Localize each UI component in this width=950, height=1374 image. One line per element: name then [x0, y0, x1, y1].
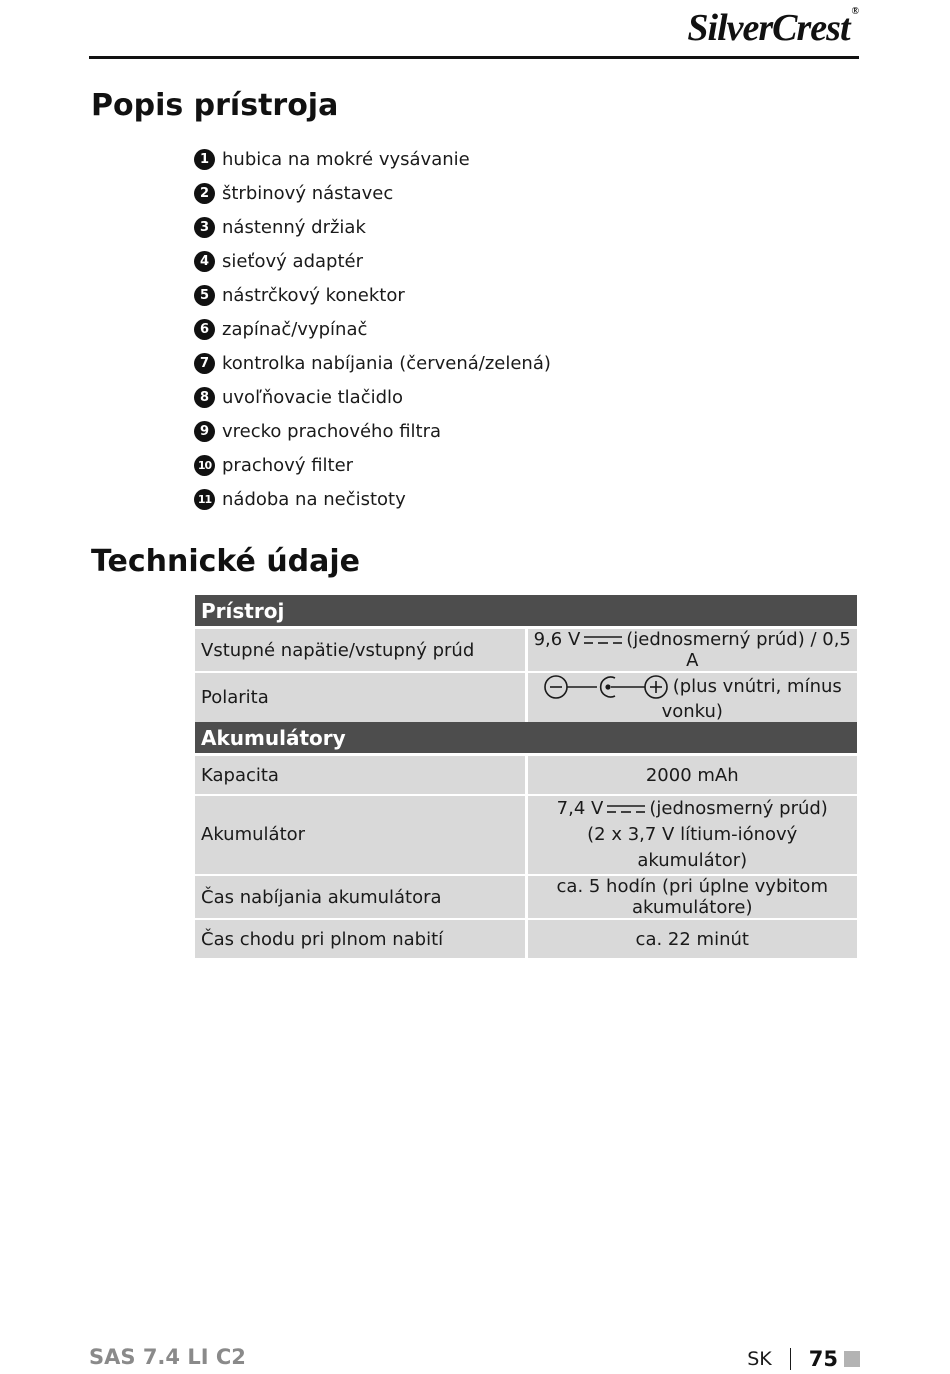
polarity-symbol-icon [543, 673, 669, 701]
table-header-row [195, 722, 857, 755]
spec-value [526, 628, 857, 673]
spec-value: ca. 5 hodín (pri úplne vybitom akumulátore) [526, 875, 857, 919]
square-icon [844, 1351, 860, 1367]
spec-value: ca. 22 minút [526, 919, 857, 959]
table-row [195, 672, 857, 723]
part-label: hubica na mokré vysávanie [222, 148, 470, 170]
parts-list [194, 142, 551, 516]
number-badge: 6 [194, 319, 215, 340]
part-label: zapínač/vypínač [222, 318, 368, 340]
device-spec-table [195, 595, 857, 724]
dc-symbol-icon [584, 635, 622, 645]
list-item [194, 176, 551, 210]
current-value: (jednosmerný prúd) / 0,5 A [626, 629, 851, 671]
header-rule [89, 56, 859, 59]
list-item [194, 142, 551, 176]
spec-value [526, 672, 857, 723]
part-label: nádoba na nečistoty [222, 488, 406, 510]
number-badge: 4 [194, 251, 215, 272]
footer-model: SAS 7.4 LI C2 [89, 1345, 246, 1369]
table-heading: Akumulátory [195, 722, 857, 755]
table-header-row [195, 595, 857, 628]
brand-logo: SilverCrest ® [687, 6, 858, 49]
section-title-technical-data: Technické údaje [91, 544, 361, 579]
number-badge: 2 [194, 183, 215, 204]
footer-pagination [747, 1347, 860, 1371]
page-number: 75 [808, 1347, 838, 1371]
number-badge: 7 [194, 353, 215, 374]
battery-voltage-line [534, 796, 852, 822]
spec-label: Vstupné napätie/vstupný prúd [195, 628, 526, 673]
part-label: sieťový adaptér [222, 250, 363, 272]
spec-label: Akumulátor [195, 795, 526, 875]
number-badge: 1 [194, 149, 215, 170]
part-label: nástenný držiak [222, 216, 366, 238]
part-label: štrbinový nástavec [222, 182, 394, 204]
footer-divider [790, 1348, 791, 1370]
number-badge: 5 [194, 285, 215, 306]
table-heading: Prístroj [195, 595, 857, 628]
list-item [194, 244, 551, 278]
battery-voltage: 7,4 V [556, 798, 604, 819]
battery-config: (2 x 3,7 V lítium-iónový akumulátor) [587, 824, 798, 871]
voltage-value: 9,6 V [533, 629, 581, 650]
part-label: vrecko prachového filtra [222, 420, 442, 442]
spec-label: Čas nabíjania akumulátora [195, 875, 526, 919]
number-badge: 10 [194, 455, 215, 476]
table-row [195, 919, 857, 959]
number-badge: 11 [194, 489, 215, 510]
number-badge: 9 [194, 421, 215, 442]
footer-language: SK [747, 1348, 772, 1370]
list-item [194, 448, 551, 482]
list-item [194, 210, 551, 244]
spec-label: Kapacita [195, 755, 526, 796]
part-label: nástrčkový konektor [222, 284, 405, 306]
part-label: prachový filter [222, 454, 354, 476]
part-label: kontrolka nabíjania (červená/zelená) [222, 352, 551, 374]
dc-symbol-icon [607, 804, 645, 814]
table-row [195, 875, 857, 919]
list-item [194, 346, 551, 380]
polarity-text: (plus vnútri, mínus vonku) [661, 676, 842, 722]
number-badge: 3 [194, 217, 215, 238]
list-item [194, 482, 551, 516]
spec-value [526, 795, 857, 875]
spec-label: Čas chodu pri plnom nabití [195, 919, 526, 959]
battery-spec-table [195, 722, 857, 960]
list-item [194, 278, 551, 312]
list-item [194, 414, 551, 448]
section-title-description: Popis prístroja [91, 88, 339, 123]
spec-value: 2000 mAh [526, 755, 857, 796]
list-item [194, 380, 551, 414]
battery-current-type: (jednosmerný prúd) [649, 798, 828, 819]
number-badge: 8 [194, 387, 215, 408]
part-label: uvoľňovacie tlačidlo [222, 386, 404, 408]
spec-label: Polarita [195, 672, 526, 723]
list-item [194, 312, 551, 346]
table-row [195, 755, 857, 796]
table-row [195, 628, 857, 673]
table-row [195, 795, 857, 875]
